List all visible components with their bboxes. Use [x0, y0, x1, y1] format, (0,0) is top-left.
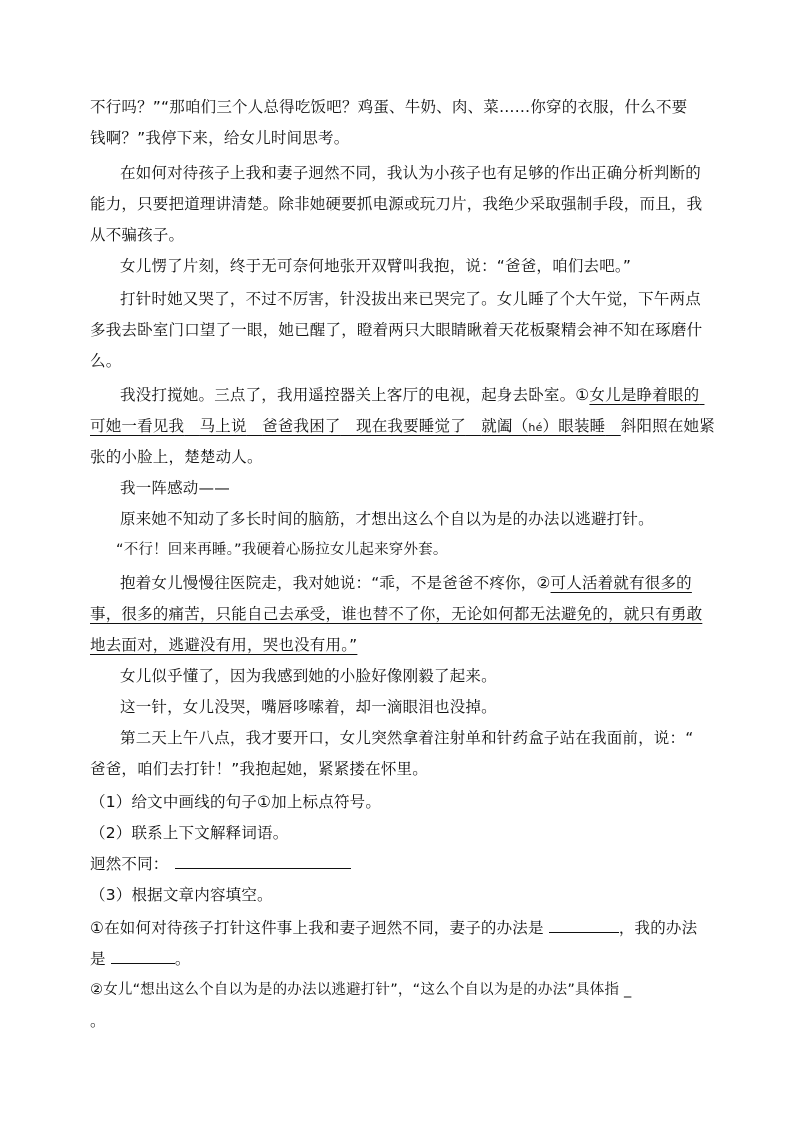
underlined-sentence: 地去面对，逃避没有用，哭也没有用。”: [90, 636, 358, 654]
underlined-sentence: 就阖（: [481, 417, 529, 435]
underlined-sentence: ）眼装睡: [542, 417, 606, 435]
paragraph-line: [90, 380, 722, 411]
question-3-2-cont: 。: [90, 1012, 106, 1030]
paragraph-line: 女儿似乎懂了，因为我感到她的小脸好像刚毅了起来。: [120, 667, 497, 685]
answer-blank[interactable]: [175, 850, 351, 869]
underlined-sentence: 爸爸我困了: [262, 417, 341, 435]
question-3-2: [90, 975, 722, 1006]
sentence-text: 斜阳照在她紧: [620, 417, 715, 435]
paragraph-line: 不行吗？”“那咱们三个人总得吃饭吧？鸡蛋、牛奶、肉、菜……你穿的衣服，什么不要: [90, 98, 688, 116]
underlined-sentence: 现在我要睡觉了: [356, 417, 466, 435]
paragraph-line: 爸爸，咱们去打针！”我抱起她，紧紧搂在怀里。: [90, 760, 428, 778]
paragraph-line: [90, 599, 722, 630]
paragraph-line: 多我去卧室门口望了一眼，她已醒了，瞪着两只大眼睛瞅着天花板聚精会神不知在琢磨什: [90, 321, 703, 339]
question-3: （3）根据文章内容填空。: [90, 886, 273, 904]
question-text: 。: [174, 950, 191, 968]
underlined-sentence: 可人活着就有很多的: [550, 574, 692, 592]
underlined-sentence: 可她一看见我: [90, 417, 185, 435]
sentence-marker-1: ①: [575, 386, 590, 404]
question-text: ②女儿“想出这么个自以为是的办法以逃避打针”，“这么个自以为是的办法”具体指: [90, 982, 624, 998]
paragraph-line: [90, 411, 722, 442]
question-text: ①在如何对待孩子打针这件事上我和妻子迥然不同，妻子的办法是: [90, 919, 549, 937]
question-3-1-cont: [90, 944, 722, 975]
paragraph-line: 打针时她又哭了，不过不厉害，针没拔出来已哭完了。女儿睡了个大午觉，下午两点: [120, 290, 701, 308]
question-1: （1）给文中画线的句子①加上标点符号。: [90, 793, 382, 811]
sentence-marker-2: ②: [536, 574, 551, 592]
paragraph-line: [90, 568, 722, 599]
paragraph-line: 我一阵感动——: [120, 479, 230, 497]
document-page: [90, 92, 722, 1037]
paragraph-line: 从不骗孩子。: [90, 226, 185, 244]
term-label: 迥然不同：: [90, 855, 169, 873]
underlined-sentence: 马上说: [199, 417, 247, 435]
question-2: （2）联系上下文解释词语。: [90, 824, 289, 842]
paragraph-line: 原来她不知动了多长时间的脑筋，才想出这么个自以为是的办法以逃避打针。: [120, 510, 654, 528]
paragraph-line: 能力，只要把道理讲清楚。除非她硬要抓电源或玩刀片，我绝少采取强制手段，而且，我: [90, 195, 703, 213]
underlined-sentence: 事，很多的痛苦，只能自己去承受，谁也替不了你，无论如何都无法避免的，就只有勇敢: [90, 605, 703, 623]
underline-gap: [699, 380, 713, 411]
sentence-text: 抱着女儿慢慢往医院走，我对她说：“乖，不是爸爸不疼你，: [120, 574, 537, 592]
paragraph-line: 第二天上午八点，我才要开口，女儿突然拿着注射单和针药盒子站在我面前，说：“: [120, 729, 694, 747]
question-text: 是: [90, 950, 111, 968]
underline-gap: [341, 417, 356, 435]
paragraph-line: 女儿愣了片刻，终于无可奈何地张开双臂叫我抱，说：“爸爸，咱们去吧。”: [120, 257, 632, 275]
paragraph-line: 张的小脸上，楚楚动人。: [90, 448, 263, 466]
answer-blank[interactable]: [549, 914, 619, 933]
underlined-sentence: 女儿是睁着眼的: [589, 386, 700, 404]
paragraph-line: 么。: [90, 352, 122, 370]
underline-gap: [466, 417, 481, 435]
underline-gap: [184, 417, 199, 435]
pinyin-annotation: hé: [528, 421, 543, 434]
paragraph-line: [90, 630, 722, 661]
question-3-1: [90, 913, 722, 944]
paragraph-line: 这一针，女儿没哭，嘴唇哆嗦着，却一滴眼泪也没掉。: [120, 698, 497, 716]
paragraph-line: 在如何对待孩子上我和妻子迥然不同，我认为小孩子也有足够的作出正确分析判断的: [120, 164, 701, 182]
paragraph-line: 钱啊？”我停下来，给女儿时间思考。: [90, 129, 350, 147]
underline-gap: [247, 417, 262, 435]
answer-blank[interactable]: [111, 945, 175, 964]
sentence-text: 我没打搅她。三点了，我用遥控器关上客厅的电视，起身去卧室。: [120, 386, 576, 404]
paragraph-line: “不行！回来再睡。”我硬着心肠拉女儿起来穿外套。: [116, 542, 448, 558]
question-text: ，我的办法: [618, 919, 698, 937]
underline-gap: [605, 417, 620, 435]
answer-blank[interactable]: _: [623, 982, 632, 998]
question-2-term: [90, 849, 722, 880]
